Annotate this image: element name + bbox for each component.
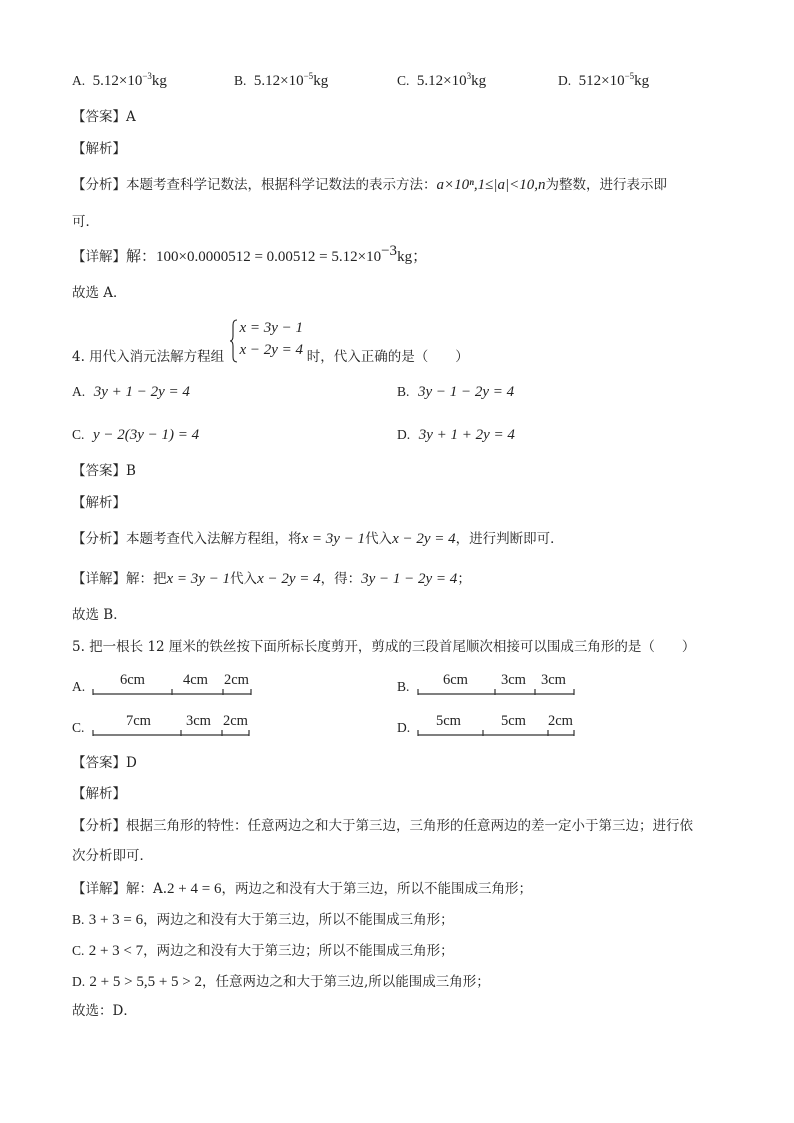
- q3-xiangjie: 【详解】解：$100\times 0.0000512 = 0.00512 = 5.12\times 10^{-3}kg$；: [72, 243, 428, 265]
- q4-fenxi: 【分析】本题考查代入法解方程组，将x = 3y − 1代入x − 2y = 4，进行判断即可．: [72, 531, 564, 547]
- q4-option-a: A. 3y + 1 − 2y = 4: [72, 384, 190, 400]
- q5-fenxi: 【分析】根据三角形的特性：任意两边之和大于第三边，三角形的任意两边的差一定小于第三边；进行依: [72, 818, 693, 834]
- q5-xiangjie-line4: D. 2 + 5 > 5,5 + 5 > 2，任意两边之和大于第三边,所以能围成三角形；: [72, 974, 490, 990]
- q5-option-b: B. 6cm 3cm 3cm: [397, 675, 597, 699]
- segment-label: 2cm: [548, 713, 573, 729]
- q4-stem: 4. 用代入消元法解方程组 x = 3y − 1 x − 2y = 4 时，代入正确的是（ ）: [72, 320, 469, 365]
- q3-fenxi: 【分析】本题考查科学记数法，根据科学记数法的表示方法：a×10ⁿ,1≤|a|<10,n为整数，进行表示即: [72, 177, 667, 193]
- q5-answer: 【答案】D: [72, 755, 137, 771]
- q3-option-a: A. $5.12\times 10^{-3}kg$: [72, 71, 167, 89]
- segment-label: 6cm: [120, 672, 145, 688]
- segment-label: 3cm: [186, 713, 211, 729]
- segment-label: 2cm: [223, 713, 248, 729]
- segment-label: 2cm: [224, 672, 249, 688]
- q4-option-b: B. 3y − 1 − 2y = 4: [397, 384, 515, 400]
- line-segment-diagram: [92, 713, 252, 740]
- q3-conclusion: 故选 A．: [72, 285, 127, 301]
- segment-label: 5cm: [501, 713, 526, 729]
- q3-option-b: B. $5.12\times 10^{-5}kg$: [234, 71, 329, 89]
- line-segment-diagram: [417, 713, 577, 740]
- q4-conclusion: 故选 B．: [72, 607, 127, 623]
- q3-option-c: C. $5.12\times 10^3kg$: [397, 71, 487, 89]
- equation-2: x − 2y = 4: [239, 342, 304, 358]
- line-segment-diagram: [92, 672, 252, 699]
- q3-answer: 【答案】A: [72, 109, 136, 125]
- q5-option-a: A. 6cm 4cm 2cm: [72, 675, 272, 699]
- equation-1: x = 3y − 1: [239, 320, 304, 336]
- q3-analysis-label: 【解析】: [72, 141, 126, 157]
- q5-option-d: D. 5cm 5cm 2cm: [397, 716, 597, 740]
- q3-fenxi-cont: 可．: [72, 214, 99, 230]
- segment-label: 6cm: [443, 672, 468, 688]
- q4-xiangjie: 【详解】解：把x = 3y − 1代入x − 2y = 4，得：3y − 1 − 2y = 4；: [72, 571, 471, 587]
- q4-option-c: C. y − 2(3y − 1) = 4: [72, 427, 200, 443]
- q5-xiangjie-line3: C. 2 + 3 < 7，两边之和没有大于第三边；所以不能围成三角形；: [72, 943, 454, 959]
- segment-label: 5cm: [436, 713, 461, 729]
- q5-xiangjie-line2: B. 3 + 3 = 6，两边之和没有大于第三边，所以不能围成三角形；: [72, 912, 454, 928]
- q4-answer: 【答案】B: [72, 463, 136, 479]
- equation-system: [230, 319, 302, 363]
- q5-fenxi-cont: 次分析即可．: [72, 848, 153, 864]
- q5-analysis-label: 【解析】: [72, 786, 126, 802]
- q5-stem: 5. 把一根长 12 厘米的铁丝按下面所标长度剪开，剪成的三段首尾顺次相接可以围成三角形的是（ ）: [72, 639, 696, 655]
- q5-xiangjie-line1: 【详解】解：A.2 + 4 = 6，两边之和没有大于第三边，所以不能围成三角形；: [72, 881, 532, 897]
- left-brace-icon: [230, 319, 238, 363]
- segment-label: 3cm: [501, 672, 526, 688]
- q3-option-d: D. $512\times 10^{-5}kg$: [558, 71, 650, 89]
- q5-conclusion: 故选：D．: [72, 1003, 137, 1019]
- segment-label: 4cm: [183, 672, 208, 688]
- q4-option-d: D. 3y + 1 + 2y = 4: [397, 427, 515, 443]
- line-segment-diagram: [417, 672, 577, 699]
- segment-label: 3cm: [541, 672, 566, 688]
- q5-option-c: C. 7cm 3cm 2cm: [72, 716, 272, 740]
- q4-analysis-label: 【解析】: [72, 495, 126, 511]
- segment-label: 7cm: [126, 713, 151, 729]
